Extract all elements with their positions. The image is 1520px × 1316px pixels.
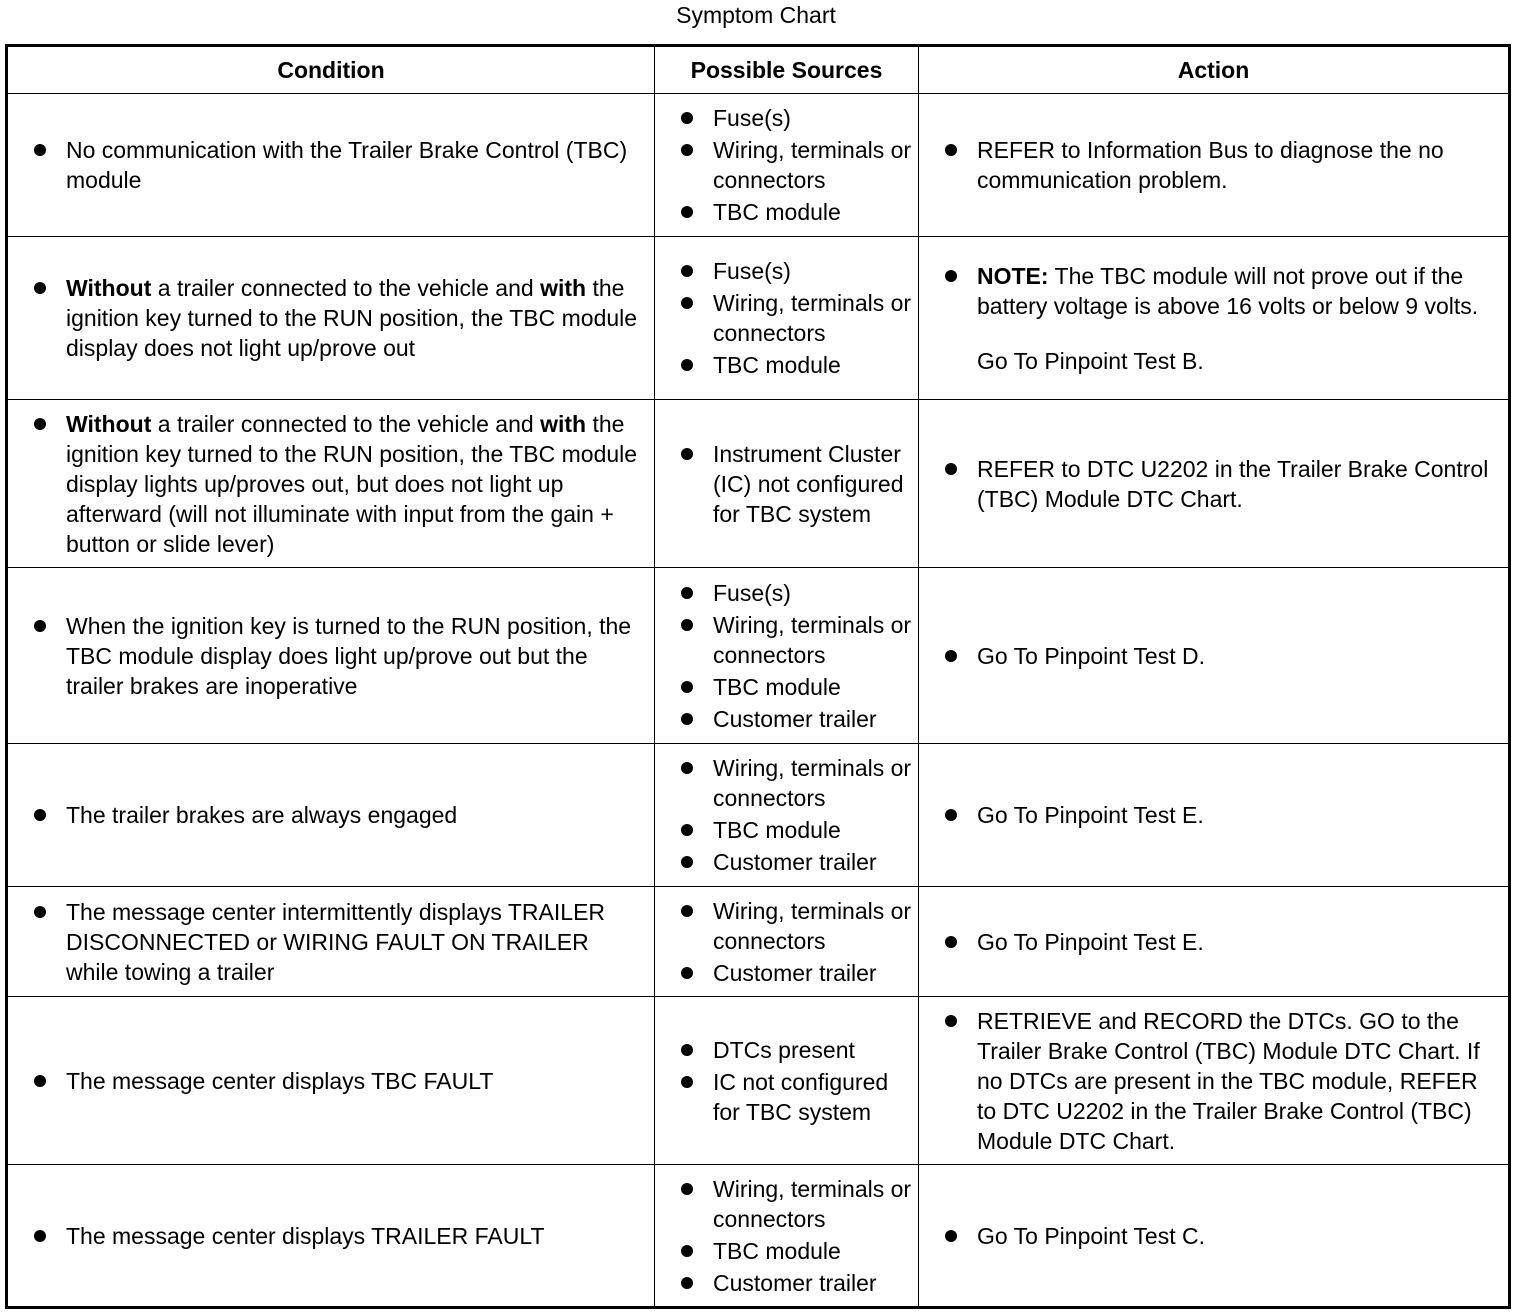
action-cell [919, 237, 1510, 400]
source-item: Fuse(s) [713, 256, 912, 286]
condition-cell [7, 237, 655, 400]
condition-cell [7, 887, 655, 997]
action-text: REFER to DTC U2202 in the Trailer Brake Control (TBC) Module DTC Chart. [977, 454, 1492, 514]
table-row [7, 1165, 1510, 1308]
table-row [7, 94, 1510, 237]
note-label: NOTE: [977, 262, 1049, 289]
action-cell [919, 94, 1510, 237]
condition-header: Condition [7, 46, 655, 94]
source-item: DTCs present [713, 1035, 912, 1065]
action-text: REFER to Information Bus to diagnose the no communication problem. [977, 135, 1492, 195]
source-item: Customer trailer [713, 958, 912, 988]
action-text: RETRIEVE and RECORD the DTCs. GO to the Trailer Brake Control (TBC) Module DTC Chart. If no DTCs are present in the TBC module, REFER to DTC U2202 in the Trailer Brake Control (TBC) Module DTC Chart. [977, 1006, 1492, 1156]
action-cell [919, 400, 1510, 568]
condition-cell [7, 997, 655, 1165]
condition-text [66, 409, 644, 559]
action-followup: Go To Pinpoint Test B. [977, 347, 1204, 374]
sources-cell [655, 887, 919, 997]
symptom-chart-table [5, 44, 1511, 1309]
condition-cell [7, 94, 655, 237]
condition-cell [7, 400, 655, 568]
source-item: Fuse(s) [713, 103, 912, 133]
source-item: TBC module [713, 815, 912, 845]
source-item: Wiring, terminals or connectors [713, 137, 912, 193]
condition-fragment: a trailer connected to the vehicle and [151, 275, 541, 301]
sources-cell [655, 997, 919, 1165]
condition-fragment: the ignition key turned to the RUN position, the TBC module display lights up/proves out, but does not light up afterward (will not illuminate with input from the gain + button or slide lever) [66, 410, 638, 557]
sources-cell [655, 744, 919, 887]
condition-text: The message center displays TRAILER FAULT [66, 1221, 644, 1251]
condition-cell [7, 744, 655, 887]
condition-text: When the ignition key is turned to the RUN position, the TBC module display does light up/prove out but the trailer brakes are inoperative [66, 611, 644, 701]
table-row [7, 997, 1510, 1165]
condition-text [66, 273, 644, 363]
sources-cell [655, 568, 919, 744]
sources-cell [655, 400, 919, 568]
action-text: Go To Pinpoint Test C. [977, 1221, 1492, 1251]
possible-sources-header: Possible Sources [655, 46, 919, 94]
source-item: Wiring, terminals or connectors [713, 290, 912, 346]
source-item: Wiring, terminals or connectors [713, 611, 912, 668]
action-cell [919, 568, 1510, 744]
note-text: The TBC module will not prove out if the battery voltage is above 16 volts or below 9 volts. [977, 262, 1479, 319]
table-row [7, 237, 1510, 400]
source-item: Customer trailer [713, 1268, 912, 1298]
action-cell [919, 1165, 1510, 1308]
source-item: Wiring, terminals or connectors [713, 1175, 912, 1232]
action-cell [919, 887, 1510, 997]
condition-text: The message center intermittently displays TRAILER DISCONNECTED or WIRING FAULT ON TRAILER while towing a trailer [66, 897, 644, 987]
table-row [7, 744, 1510, 887]
source-item: IC not configured for TBC system [713, 1067, 912, 1127]
source-item: Wiring, terminals or connectors [713, 897, 912, 954]
action-header: Action [919, 46, 1510, 94]
emphasis-with: with [540, 410, 587, 437]
condition-text: No communication with the Trailer Brake Control (TBC) module [66, 135, 644, 195]
condition-cell [7, 1165, 655, 1308]
sources-cell [655, 237, 919, 400]
header-row [7, 46, 1510, 94]
action-cell [919, 744, 1510, 887]
emphasis-without: Without [66, 410, 152, 437]
sources-cell [655, 1165, 919, 1308]
sources-cell [655, 94, 919, 237]
condition-text: The message center displays TBC FAULT [66, 1066, 644, 1096]
source-item: Fuse(s) [713, 578, 912, 608]
condition-cell [7, 568, 655, 744]
source-item: TBC module [713, 1236, 912, 1266]
emphasis-with: with [540, 275, 587, 301]
source-item: TBC module [713, 672, 912, 702]
source-item: Customer trailer [713, 847, 912, 877]
condition-fragment: a trailer connected to the vehicle and [151, 410, 541, 437]
table-row [7, 400, 1510, 568]
source-item: TBC module [713, 350, 912, 380]
action-text: Go To Pinpoint Test E. [977, 927, 1492, 957]
source-item: TBC module [713, 197, 912, 227]
source-item: Instrument Cluster (IC) not configured for TBC system [713, 439, 912, 529]
source-item: Customer trailer [713, 704, 912, 734]
action-text [977, 261, 1492, 376]
condition-fragment: the ignition key turned to the RUN position, the TBC module display does not light up/prove out [66, 275, 638, 361]
action-text: Go To Pinpoint Test D. [977, 641, 1492, 671]
source-item: Wiring, terminals or connectors [713, 755, 912, 811]
chart-title: Symptom Chart [676, 2, 836, 28]
table-row [7, 887, 1510, 997]
emphasis-without: Without [66, 275, 152, 301]
action-text: Go To Pinpoint Test E. [977, 800, 1492, 830]
action-cell [919, 997, 1510, 1165]
condition-text: The trailer brakes are always engaged [66, 800, 644, 830]
table-row [7, 568, 1510, 744]
